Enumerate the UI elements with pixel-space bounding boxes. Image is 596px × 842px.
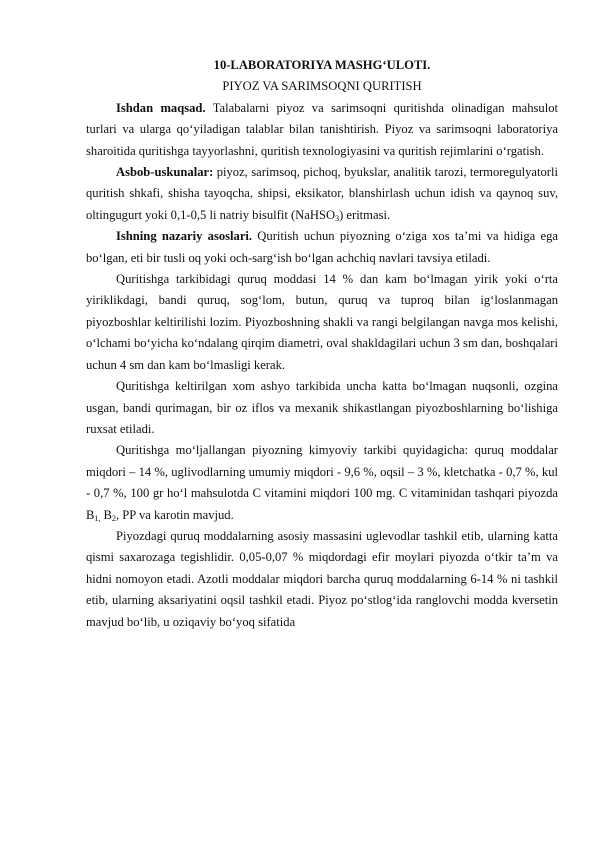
subscript: 3 bbox=[335, 213, 340, 223]
paragraph-theory bbox=[86, 226, 558, 269]
paragraph-lead: Asbob-uskunalar: bbox=[116, 165, 214, 180]
subscript: 1, bbox=[94, 513, 101, 523]
paragraph-purpose bbox=[86, 98, 558, 162]
paragraph-lead: Ishdan maqsad. bbox=[116, 100, 206, 115]
paragraph-text-2: B bbox=[100, 507, 112, 522]
paragraph-lead: Ishning nazariy asoslari. bbox=[116, 229, 253, 244]
document-subtitle: PIYOZ VA SARIMSOQNI QURITISH bbox=[222, 79, 422, 94]
paragraph-text: Quritish uchun piyozning o‘ziga xos ta’mi va hidiga ega bo‘lgan, eti bir tusli oq yoki och-sarg‘ish bo‘lgan achchiq navlari tavsiya etiladi. bbox=[86, 229, 558, 265]
paragraph-equipment bbox=[86, 162, 558, 226]
document-title: 10-LABORATORIYA MASHG‘ULOTI. bbox=[213, 58, 431, 72]
paragraph-tail: ) eritmasi. bbox=[339, 207, 391, 222]
paragraph-text: Talabalarni piyoz va sarimsoqni quritishda olinadigan mahsulot turlari va ularga qo‘yiladigan talablar bilan tanishtirish. Piyoz va sarimsoqni laboratoriya sharoitida quritishga tayyorlashni, quritish texnologiyasini va quritish rejimlarini o‘rgatish. bbox=[86, 100, 559, 158]
paragraph-text: Quritishga mo‘ljallangan piyozning kimyoviy tarkibi quyidagicha: quruq moddalar miqdori – 14 %, uglivodlarning umumiy miqdori - 9,6 %, oqsil – 3 %, kletchatka - 0,7 %, kul - 0,7 %, 100 gr ho‘l mahsulotda C vitamini miqdori 100 mg. C vitaminidan tashqari piyozda B bbox=[86, 443, 558, 522]
paragraph-requirements: Quritishga tarkibidagi quruq moddasi 14 % dan kam bo‘lmagan yirik yoki o‘rta yiriklikdagi, bandi quruq, sog‘lom, butun, quruq va tuproq bilan ig‘loslanmagan piyozboshlar keltirilishi lozim. Piyozboshning shakli va rangi belgilangan navga mos kelishi, o‘lchami bo‘yicha ko‘ndalang qirqim diametri, oval shakldagilari uchun 3 sm dan, boshqalari uchun 4 sm dan kam bo‘lmasligi kerak. bbox=[86, 272, 558, 372]
paragraph-tail: , PP va karotin mavjud. bbox=[115, 507, 234, 522]
paragraph-dry-matter: Piyozdagi quruq moddalarning asosiy massasini uglevodlar tashkil etib, ularning katta qismi saxarozaga tegishlidir. 0,05-0,07 % miqdordagi efir moylari piyozda o‘tkir ta’m va hidni nomoyon etadi. Azotli moddalar miqdori barcha quruq moddalarning 6-14 % ni tashkil etib, ularning aksariyatini oqsil tashkil etadi. Piyoz po‘stlog‘ida ranglovchi modda kversetin mavjud bo‘lib, u oziqaviy bo‘yoq sifatida bbox=[86, 528, 558, 629]
paragraph-composition bbox=[86, 440, 558, 526]
document-page bbox=[86, 55, 558, 633]
paragraph-text: piyoz, sarimsoq, pichoq, byukslar, analitik tarozi, termoregulyatorli quritish shkafi, shisha tayoqcha, shipsi, eksikator, blanshirlash uchun idish va qaynoq suv, oltingugurt yoki 0,1-0,5 li natriy bisulfit (NaHSO bbox=[86, 165, 558, 222]
subscript-2: 2 bbox=[111, 513, 116, 523]
paragraph-allowances: Quritishga keltirilgan xom ashyo tarkibida uncha katta bo‘lmagan nuqsonli, ozgina usgan, bandi qurimagan, bir oz iflos va mexanik shikastlangan piyozboshlarning bo‘lishiga ruxsat etiladi. bbox=[86, 379, 558, 436]
